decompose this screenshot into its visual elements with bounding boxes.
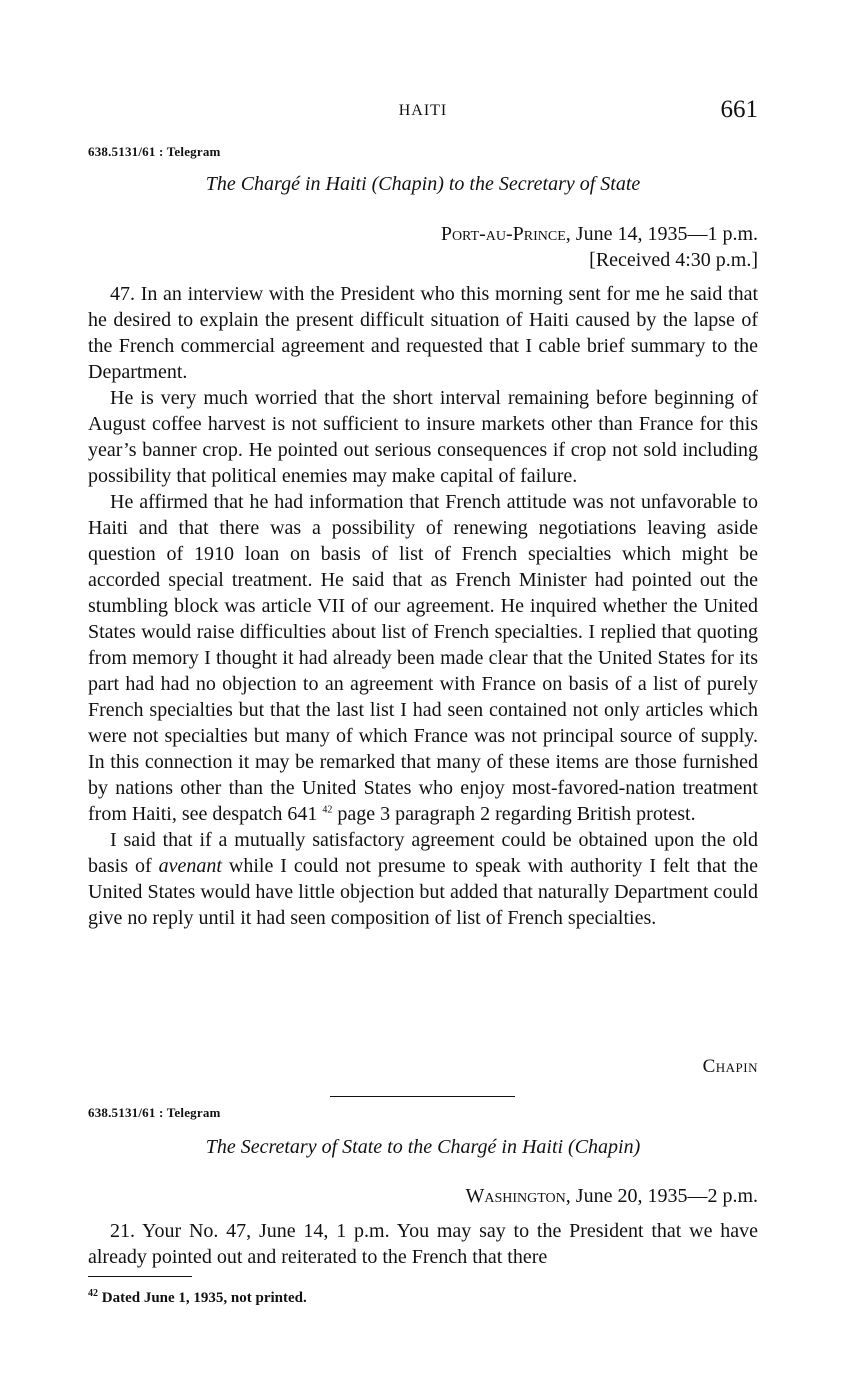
doc2-place: Washington: [465, 1185, 566, 1207]
doc1-place: Port-au-Prince: [440, 223, 566, 245]
doc2-paragraph-1: 21. Your No. 47, June 14, 1 p.m. You may say to the President that we have already pointed out and reiterated to the French that there: [88, 1220, 758, 1268]
page-number: 661: [720, 96, 758, 123]
doc2-body: [88, 1218, 758, 1270]
doc2-file-ref: 638.5131/61 : Telegram: [88, 1105, 221, 1120]
footnote: [88, 1290, 307, 1307]
doc1-received: [Received 4:30 p.m.]: [589, 249, 758, 271]
running-title: HAITI: [398, 102, 448, 119]
doc1-paragraph-3: He affirmed that he had information that French attitude was not unfavorable to Haiti and that there was a possibility of renewing negotiations leaving aside question of 1910 loan on basis of list of French specialties which might be accorded special treatment. He said that as French Minister had pointed out the stumbling block was article VII of our agreement. He inquired whether the United States would raise difficulties about list of French specialties. I replied that quoting from memory I thought it had already been made clear that the United States for its part had had no objection to an agreement with France on basis of a list of purely French specialties but that the last list I had seen contained not only articles which were not specialties but many of which France was not principal source of supply. In this connection it may be remarked that many of these items are those furnished by nations other than the United States who enjoy most-favored-nation treatment from Haiti, see despatch 641 $^{42}$ page 3 paragraph 2 regarding British protest.: [88, 491, 758, 825]
footnote-text: Dated June 1, 1935, not printed.: [98, 1290, 307, 1306]
running-header: [88, 96, 758, 126]
doc2-title: The Secretary of State to the Chargé in Haiti (Chapin): [205, 1136, 641, 1158]
doc1-paragraph-2: He is very much worried that the short interval remaining before beginning of August coffee harvest is not sufficient to insure markets other than France for this year’s banner crop. He pointed out serious consequences if crop not sold including possibility that political enemies may make capital of failure.: [88, 387, 758, 487]
doc1-date: , June 14, 1935—1 p.m.: [565, 223, 758, 245]
footnote-marker: 42: [88, 1288, 98, 1299]
doc1-paragraph-4: I said that if a mutually satisfactory agreement could be obtained upon the old basis of avenant while I could not presume to speak with authority I felt that the United States would have little objection but added that naturally Department could give no reply until it had seen composition of list of French specialties.: [88, 829, 758, 929]
footnote-reference: 42: [322, 804, 333, 816]
section-divider: [330, 1096, 515, 1097]
doc2-date: , June 20, 1935—2 p.m.: [565, 1185, 758, 1207]
footnote-rule: [88, 1276, 192, 1277]
doc1-body: [88, 281, 758, 931]
doc1-signature: Chapin: [702, 1056, 758, 1077]
doc1-paragraph-1: 47. In an interview with the President who this morning sent for me he said that he desired to explain the present difficult situation of Haiti caused by the lapse of the French commercial agreement and requested that I cable brief summary to the Department.: [88, 283, 758, 383]
doc1-dateline: [441, 221, 758, 273]
doc1-title: The Chargé in Haiti (Chapin) to the Secretary of State: [205, 173, 641, 195]
doc1-file-ref: 638.5131/61 : Telegram: [88, 144, 221, 159]
doc2-dateline: [465, 1183, 758, 1209]
